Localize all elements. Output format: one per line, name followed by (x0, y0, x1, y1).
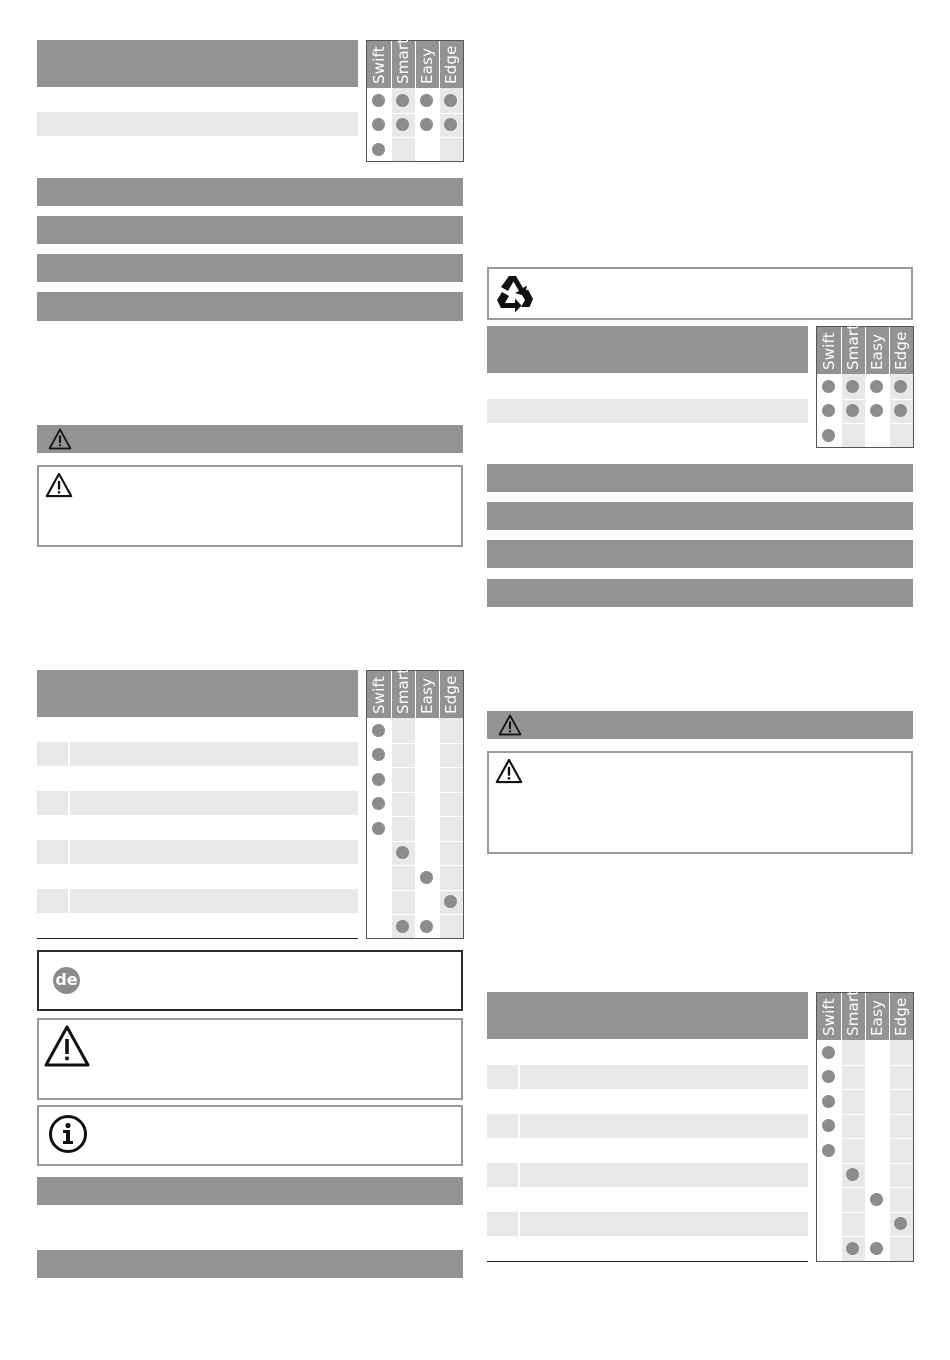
table-header-bar (37, 670, 358, 717)
matrix-column-label-smart: Smart (844, 989, 862, 1036)
table-header-bar (487, 326, 808, 373)
warning-box (37, 465, 463, 547)
availability-dot (822, 1070, 835, 1083)
availability-dot (894, 1217, 907, 1230)
availability-dot (822, 1144, 835, 1157)
table-header-bar (487, 992, 808, 1039)
availability-dot (894, 380, 907, 393)
matrix-row-divider (367, 914, 463, 915)
variant-matrix (816, 989, 914, 1262)
availability-dot (870, 380, 883, 393)
variant-matrix (366, 667, 464, 939)
matrix-column-label-easy: Easy (418, 47, 436, 84)
matrix-column-label-smart: Smart (844, 323, 862, 370)
matrix-column-label-swift: Swift (820, 998, 838, 1036)
section-heading-bar (37, 1177, 463, 1205)
matrix-column-divider (391, 41, 392, 161)
matrix-row-divider (817, 1212, 913, 1213)
row-number-cell (37, 742, 68, 766)
table-row (487, 399, 808, 423)
matrix-row-divider (367, 865, 463, 866)
matrix-row-divider (817, 1065, 913, 1066)
matrix-column-label-smart: Smart (394, 37, 412, 84)
matrix-column-divider (865, 327, 866, 447)
availability-dot (396, 94, 409, 107)
row-number-cell (37, 889, 68, 913)
matrix-column-label-smart: Smart (394, 667, 412, 714)
matrix-row-divider (367, 743, 463, 744)
availability-dot (372, 773, 385, 786)
section-heading-bar (487, 502, 913, 530)
section-heading-bar (487, 579, 913, 607)
matrix-column-divider (841, 327, 842, 447)
table-row (70, 791, 358, 815)
matrix-column-divider (439, 41, 440, 161)
table-header-bar (37, 40, 358, 87)
matrix-column-label-easy: Easy (418, 677, 436, 714)
table-row (70, 742, 358, 766)
warning-heading-bar (37, 425, 463, 453)
warning-heading-bar (487, 711, 913, 739)
info-box (37, 1105, 463, 1166)
matrix-column-divider (889, 993, 890, 1261)
availability-dot (372, 94, 385, 107)
warning-triangle-icon (495, 758, 523, 784)
availability-dot (822, 1095, 835, 1108)
row-number-cell (487, 1212, 518, 1236)
availability-dot (846, 380, 859, 393)
warning-triangle-icon (48, 428, 72, 450)
table-row (520, 1212, 808, 1236)
section-heading-bar (37, 254, 463, 282)
availability-dot (870, 1242, 883, 1255)
availability-dot (846, 1168, 859, 1181)
matrix-row-divider (817, 1236, 913, 1237)
availability-dot (396, 846, 409, 859)
table-row (70, 889, 358, 913)
availability-dot (372, 797, 385, 810)
matrix-column-label-edge: Edge (892, 331, 910, 370)
availability-dot (444, 895, 457, 908)
matrix-column-divider (889, 327, 890, 447)
section-heading-bar (487, 464, 913, 492)
matrix-column-divider (415, 41, 416, 161)
availability-dot (870, 404, 883, 417)
table-row (520, 1163, 808, 1187)
availability-dot (822, 1119, 835, 1132)
matrix-column-divider (391, 671, 392, 938)
recycle-icon (493, 272, 537, 315)
section-heading-bar (37, 178, 463, 206)
matrix-column-label-edge: Edge (442, 45, 460, 84)
availability-dot (846, 404, 859, 417)
matrix-column-label-edge: Edge (442, 675, 460, 714)
matrix-row-divider (817, 1114, 913, 1115)
section-heading-bar (37, 292, 463, 321)
warning-triangle-icon (498, 714, 522, 736)
table-bottom-rule (37, 938, 358, 939)
availability-dot (894, 404, 907, 417)
matrix-row-divider (817, 399, 913, 400)
info-icon (48, 1114, 88, 1154)
warning-box (487, 751, 913, 854)
row-number-cell (487, 1163, 518, 1187)
matrix-column-divider (439, 671, 440, 938)
availability-dot (420, 871, 433, 884)
section-heading-bar (487, 540, 913, 568)
matrix-row-divider (817, 1187, 913, 1188)
availability-dot (396, 920, 409, 933)
availability-dot (420, 94, 433, 107)
availability-dot (870, 1193, 883, 1206)
availability-dot (822, 429, 835, 442)
table-row (520, 1065, 808, 1089)
variant-matrix (816, 323, 914, 448)
availability-dot (372, 118, 385, 131)
row-number-cell (487, 1065, 518, 1089)
table-bottom-rule (487, 1261, 808, 1262)
language-badge: de (53, 967, 80, 994)
matrix-row-divider (367, 137, 463, 138)
warning-triangle-icon (45, 472, 73, 498)
matrix-column-divider (865, 993, 866, 1261)
matrix-row-divider (367, 113, 463, 114)
matrix-row-divider (367, 841, 463, 842)
matrix-column-divider (841, 993, 842, 1261)
matrix-column-label-easy: Easy (868, 999, 886, 1036)
availability-dot (846, 1242, 859, 1255)
availability-dot (444, 94, 457, 107)
row-number-cell (37, 840, 68, 864)
availability-dot (372, 822, 385, 835)
matrix-column-label-easy: Easy (868, 333, 886, 370)
matrix-row-divider (817, 423, 913, 424)
matrix-column-label-swift: Swift (820, 332, 838, 370)
matrix-row-divider (367, 816, 463, 817)
matrix-row-divider (367, 792, 463, 793)
table-row (520, 1114, 808, 1138)
availability-dot (822, 404, 835, 417)
matrix-row-divider (367, 767, 463, 768)
matrix-row-divider (817, 1138, 913, 1139)
section-heading-bar (37, 1250, 463, 1278)
availability-dot (420, 920, 433, 933)
matrix-row-divider (817, 1163, 913, 1164)
variant-matrix (366, 37, 464, 162)
matrix-row-divider (817, 1089, 913, 1090)
table-row (37, 112, 358, 136)
table-row (70, 840, 358, 864)
row-number-cell (487, 1114, 518, 1138)
availability-dot (372, 724, 385, 737)
matrix-column-label-swift: Swift (370, 676, 388, 714)
availability-dot (444, 118, 457, 131)
matrix-column-label-edge: Edge (892, 997, 910, 1036)
matrix-column-divider (415, 671, 416, 938)
availability-dot (420, 118, 433, 131)
row-number-cell (37, 791, 68, 815)
warning-box-large (37, 1018, 463, 1100)
section-heading-bar (37, 216, 463, 244)
matrix-row-divider (367, 890, 463, 891)
language-box (37, 950, 463, 1011)
availability-dot (396, 118, 409, 131)
warning-triangle-icon (43, 1024, 91, 1068)
availability-dot (372, 143, 385, 156)
recycling-box (487, 267, 913, 320)
matrix-column-label-swift: Swift (370, 46, 388, 84)
availability-dot (822, 1046, 835, 1059)
availability-dot (372, 748, 385, 761)
availability-dot (822, 380, 835, 393)
